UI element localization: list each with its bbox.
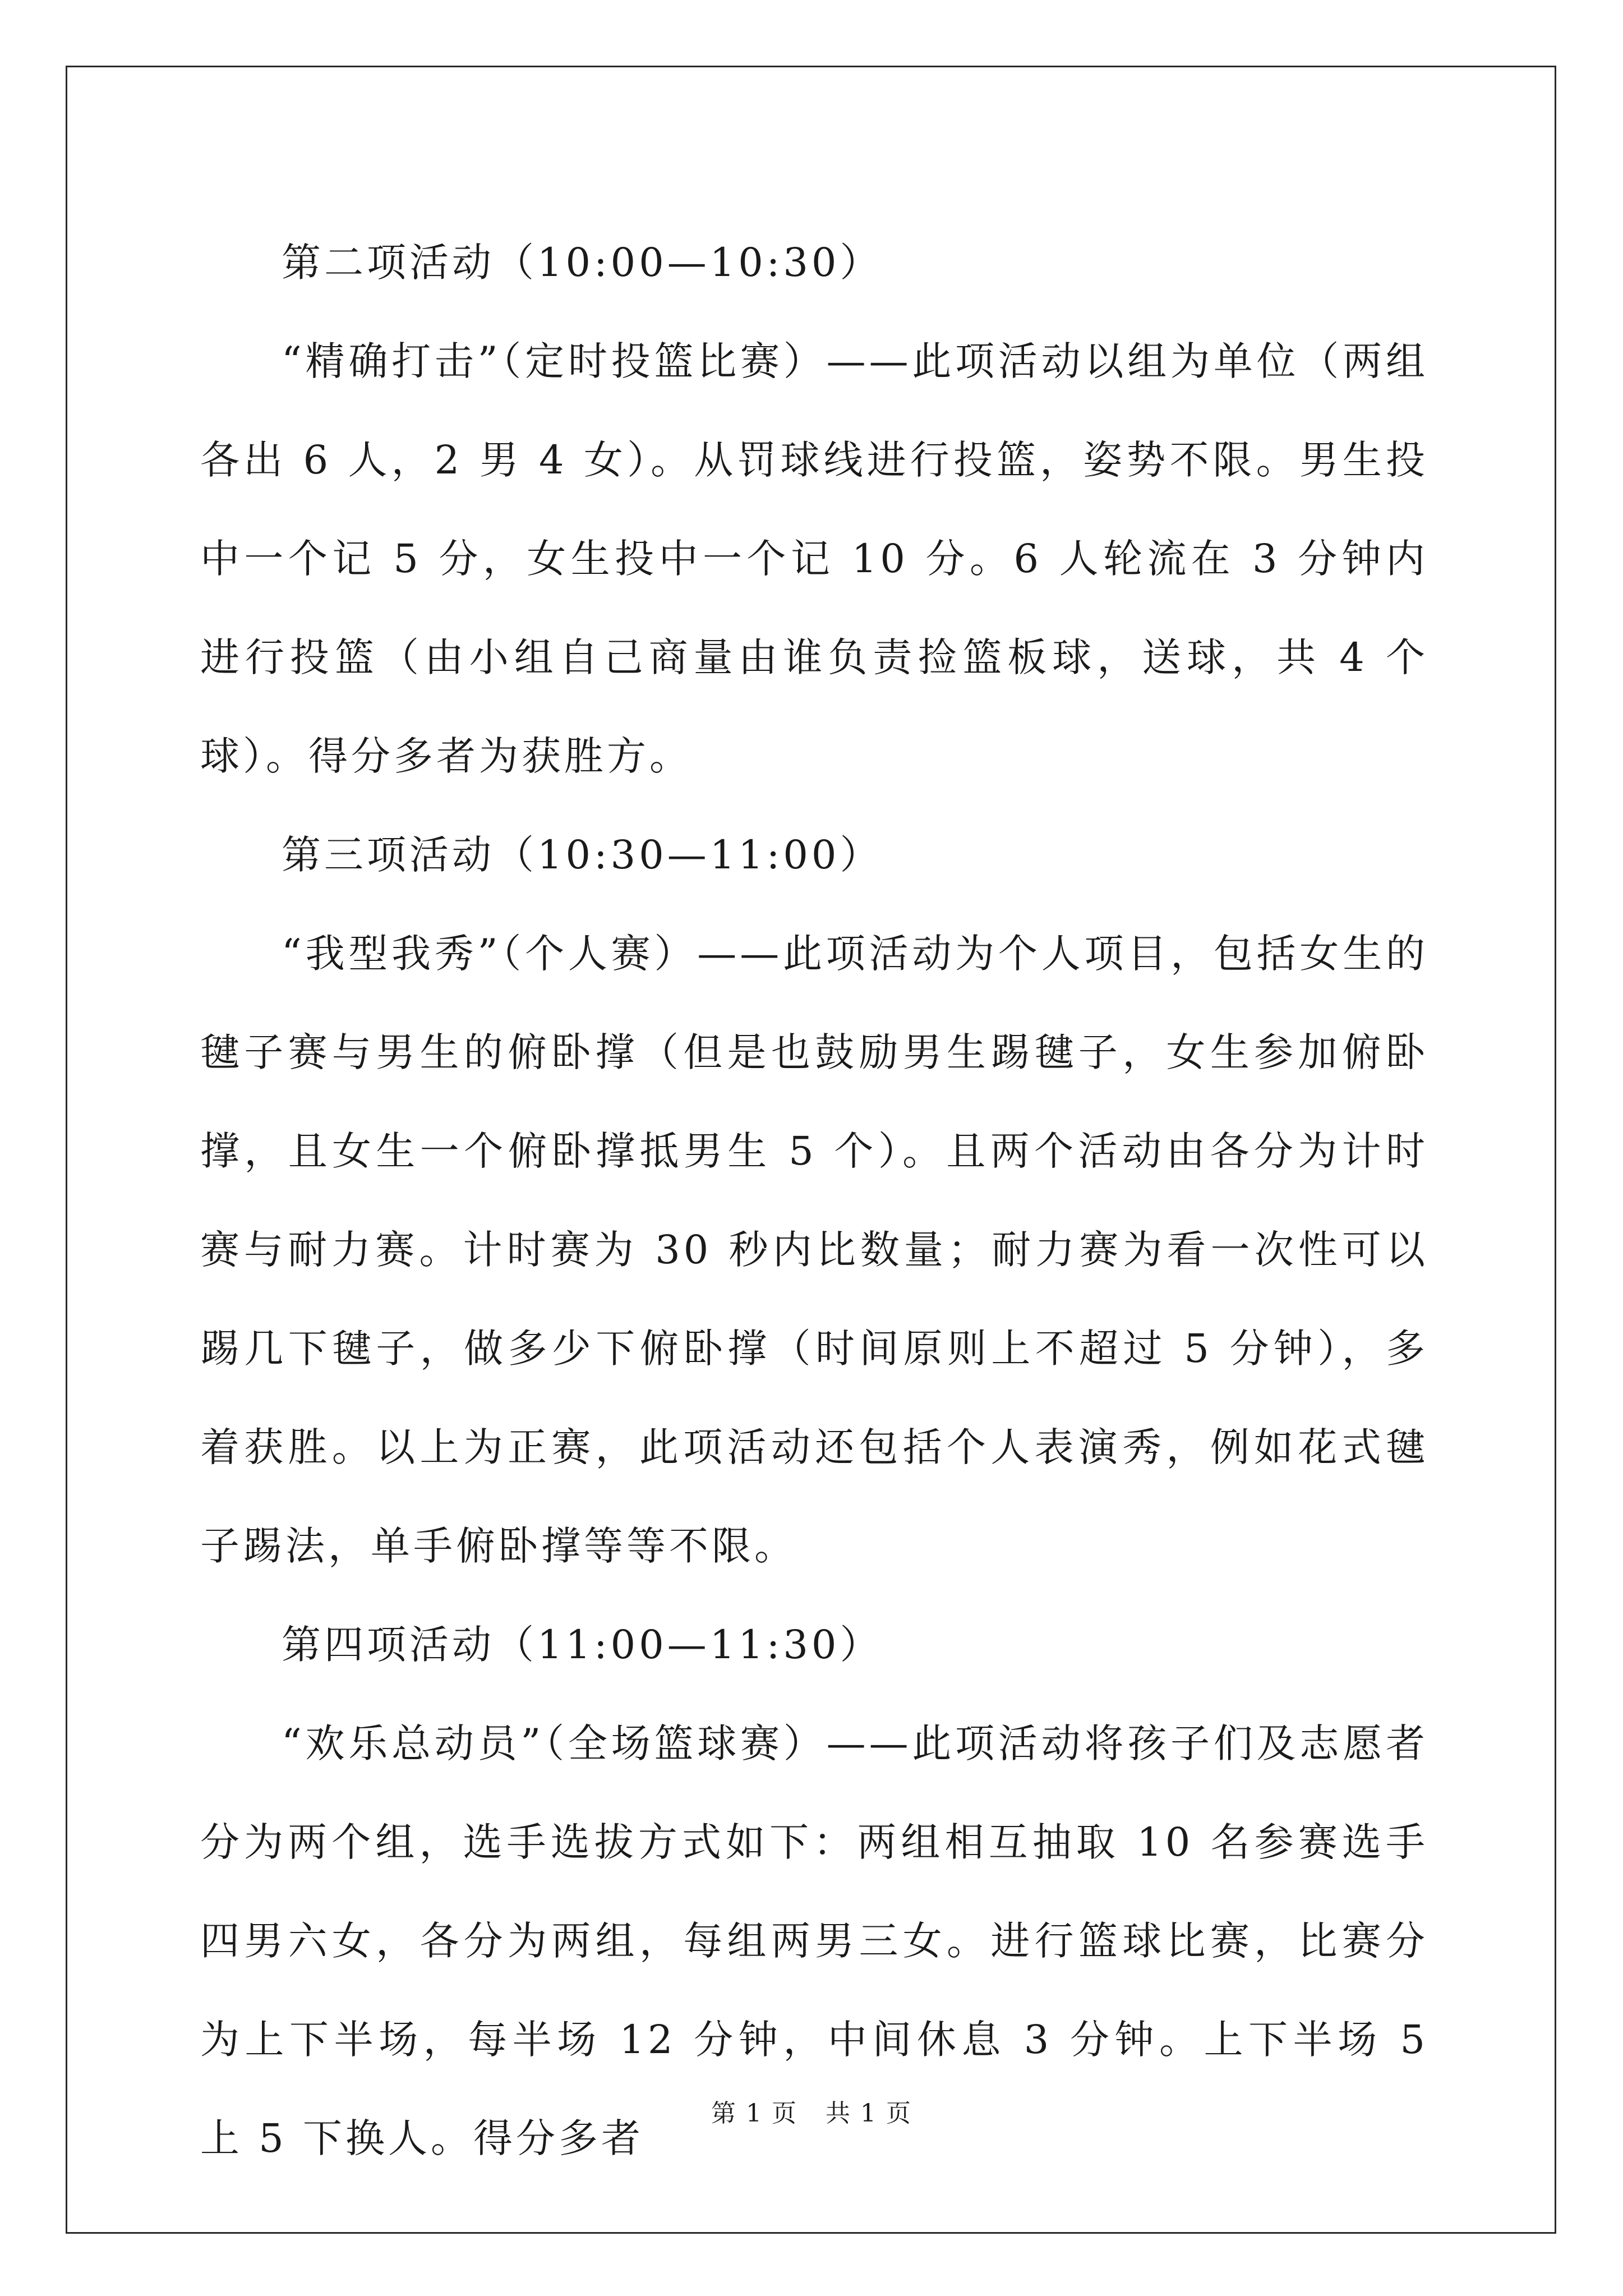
document-body bbox=[200, 213, 1428, 2188]
section-heading-2: 第二项活动（10:00—10:30） bbox=[282, 240, 883, 286]
page-number: 第 1 页 bbox=[711, 2099, 797, 2128]
section-heading-4: 第四项活动（11:00—11:30） bbox=[282, 1622, 883, 1668]
page-total: 共 1 页 bbox=[826, 2099, 912, 2128]
section-heading-3: 第三项活动（10:30—11:00） bbox=[282, 832, 883, 878]
page-footer bbox=[0, 2097, 1623, 2131]
section-body-3: “我型我秀”（个人赛）——此项活动为个人项目，包括女生的毽子赛与男生的俯卧撑（但是也鼓励男生踢毽子，女生参加俯卧撑，且女生一个俯卧撑抵男生 5 个）。且两个活动由各分为计时赛与耐力赛。计时赛为 30 秒内比数量；耐力赛为看一次性可以踢几下毽子，做多少下俯卧撑（时间原则上不超过 5 分钟），多着获胜。以上为正赛，此项活动还包括个人表演秀，例如花式毽子踢法，单手俯卧撑等等不限。 bbox=[200, 931, 1428, 1569]
section-body-4: “欢乐总动员”（全场篮球赛）——此项活动将孩子们及志愿者分为两个组，选手选拔方式如下：两组相互抽取 10 名参赛选手四男六女，各分为两组，每组两男三女。进行篮球比赛，比赛分为上下半场，每半场 12 分钟，中间休息 3 分钟。上下半场 5 上 5 下换人。得分多者 bbox=[200, 1720, 1428, 2161]
section-body-2: “精确打击”（定时投篮比赛）——此项活动以组为单位（两组各出 6 人，2 男 4 女）。从罚球线进行投篮，姿势不限。男生投中一个记 5 分，女生投中一个记 10 分。6 人轮流在 3 分钟内进行投篮（由小组自己商量由谁负责捡篮板球，送球，共 4 个球）。得分多者为获胜方。 bbox=[200, 338, 1428, 779]
